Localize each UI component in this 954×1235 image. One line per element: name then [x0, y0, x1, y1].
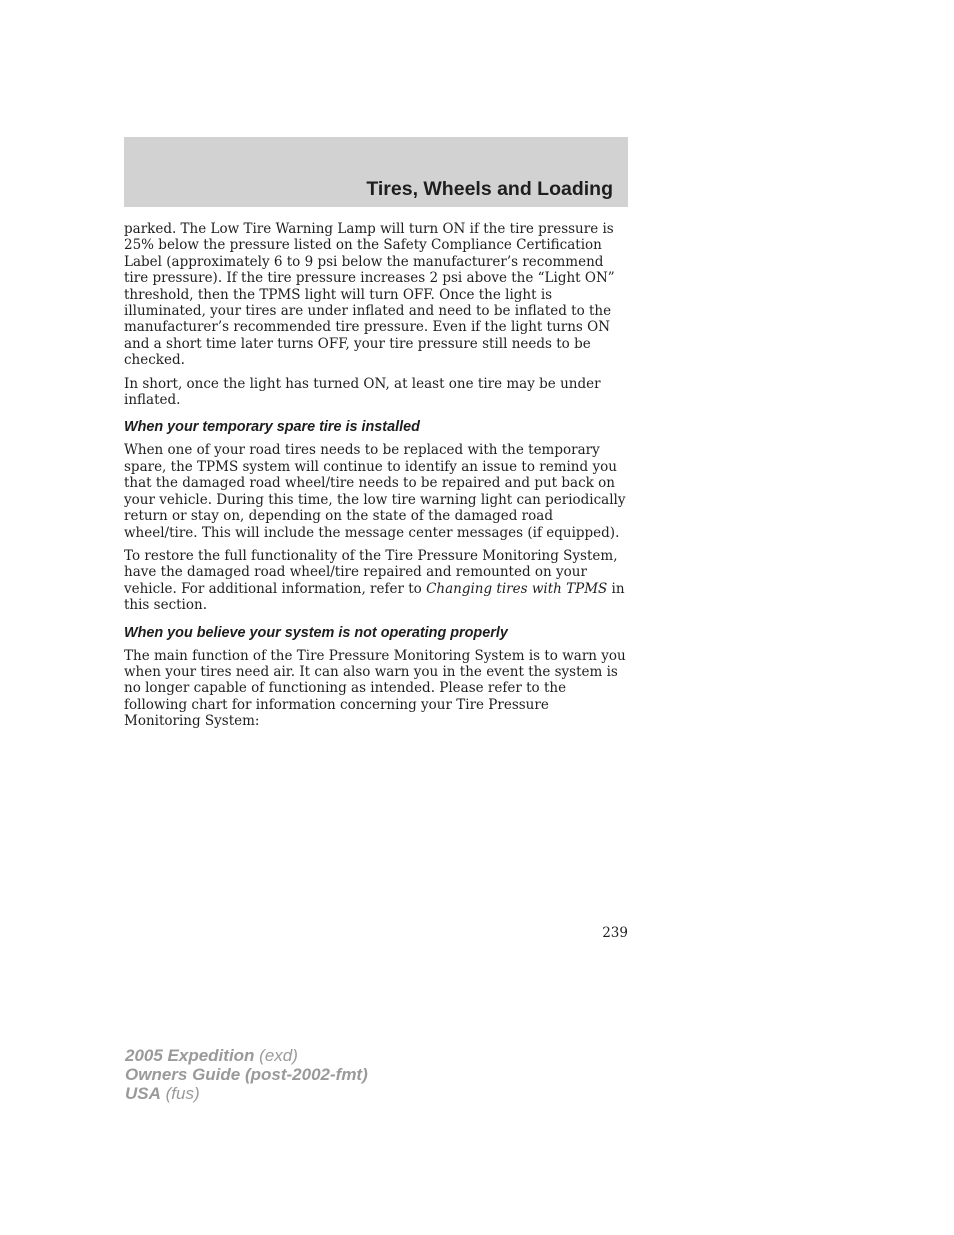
paragraph-temporary-spare: When one of your road tires needs to be replaced with the temporary spare, the TPMS system will continue to identify an issue to remind you that the damaged road wheel/tire needs to be repaired and put back on your vehicle. During this time, the low tire warning light can periodically return or stay on, depending on the state of the damaged road wheel/tire. This will include the message center messages (if equipped). [124, 442, 626, 541]
footer-guide: Owners Guide (post-2002-fmt) [125, 1065, 368, 1084]
footer-line-model [125, 1046, 368, 1065]
footer-line-market [125, 1084, 368, 1103]
section-header-band [124, 137, 628, 207]
document-footer [125, 1046, 368, 1103]
footer-line-guide [125, 1065, 368, 1084]
subheading-system-not-operating: When you believe your system is not operating properly [124, 624, 508, 641]
page-content [124, 221, 628, 737]
footer-model: 2005 Expedition [125, 1046, 255, 1065]
paragraph-system-function: The main function of the Tire Pressure Monitoring System is to warn you when your tires need air. It can also warn you in the event the system is no longer capable of functioning as intended. Please refer to the following chart for information concerning your Tire Pressure Monitoring System: [124, 647, 626, 730]
subheading-temporary-spare: When your temporary spare tire is installed [124, 419, 420, 436]
section-title: Tires, Wheels and Loading [366, 178, 613, 200]
cross-reference-changing-tires: Changing tires with TPMS [426, 580, 608, 597]
paragraph-tpms-light-threshold: parked. The Low Tire Warning Lamp will turn ON if the tire pressure is 25% below the pressure listed on the Safety Compliance Certification Label (approximately 6 to 9 psi below the manufacturer’s recommend tire pressure). If the tire pressure increases 2 psi above the “Light ON” threshold, then the TPMS light will turn OFF. Once the light is illuminated, your tires are under inflated and need to be inflated to the manufacturer’s recommended tire pressure. Even if the light turns ON and a short time later turns OFF, your tire pressure still needs to be checked. [124, 221, 615, 369]
footer-model-code: (exd) [254, 1046, 298, 1065]
page-number: 239 [602, 925, 628, 941]
paragraph-light-on-summary: In short, once the light has turned ON, at least one tire may be under inflated. [124, 375, 601, 409]
restore-text-end: in this section. [124, 580, 625, 614]
footer-market: USA [125, 1084, 161, 1103]
restore-text-start: To restore the full functionality of the Tire Pressure Monitoring System, have the damaged road wheel/tire repaired and remounted on your vehicle. For additional information, refer to [124, 547, 618, 597]
footer-market-code: (fus) [160, 1084, 200, 1103]
paragraph-restore-functionality [124, 548, 628, 614]
